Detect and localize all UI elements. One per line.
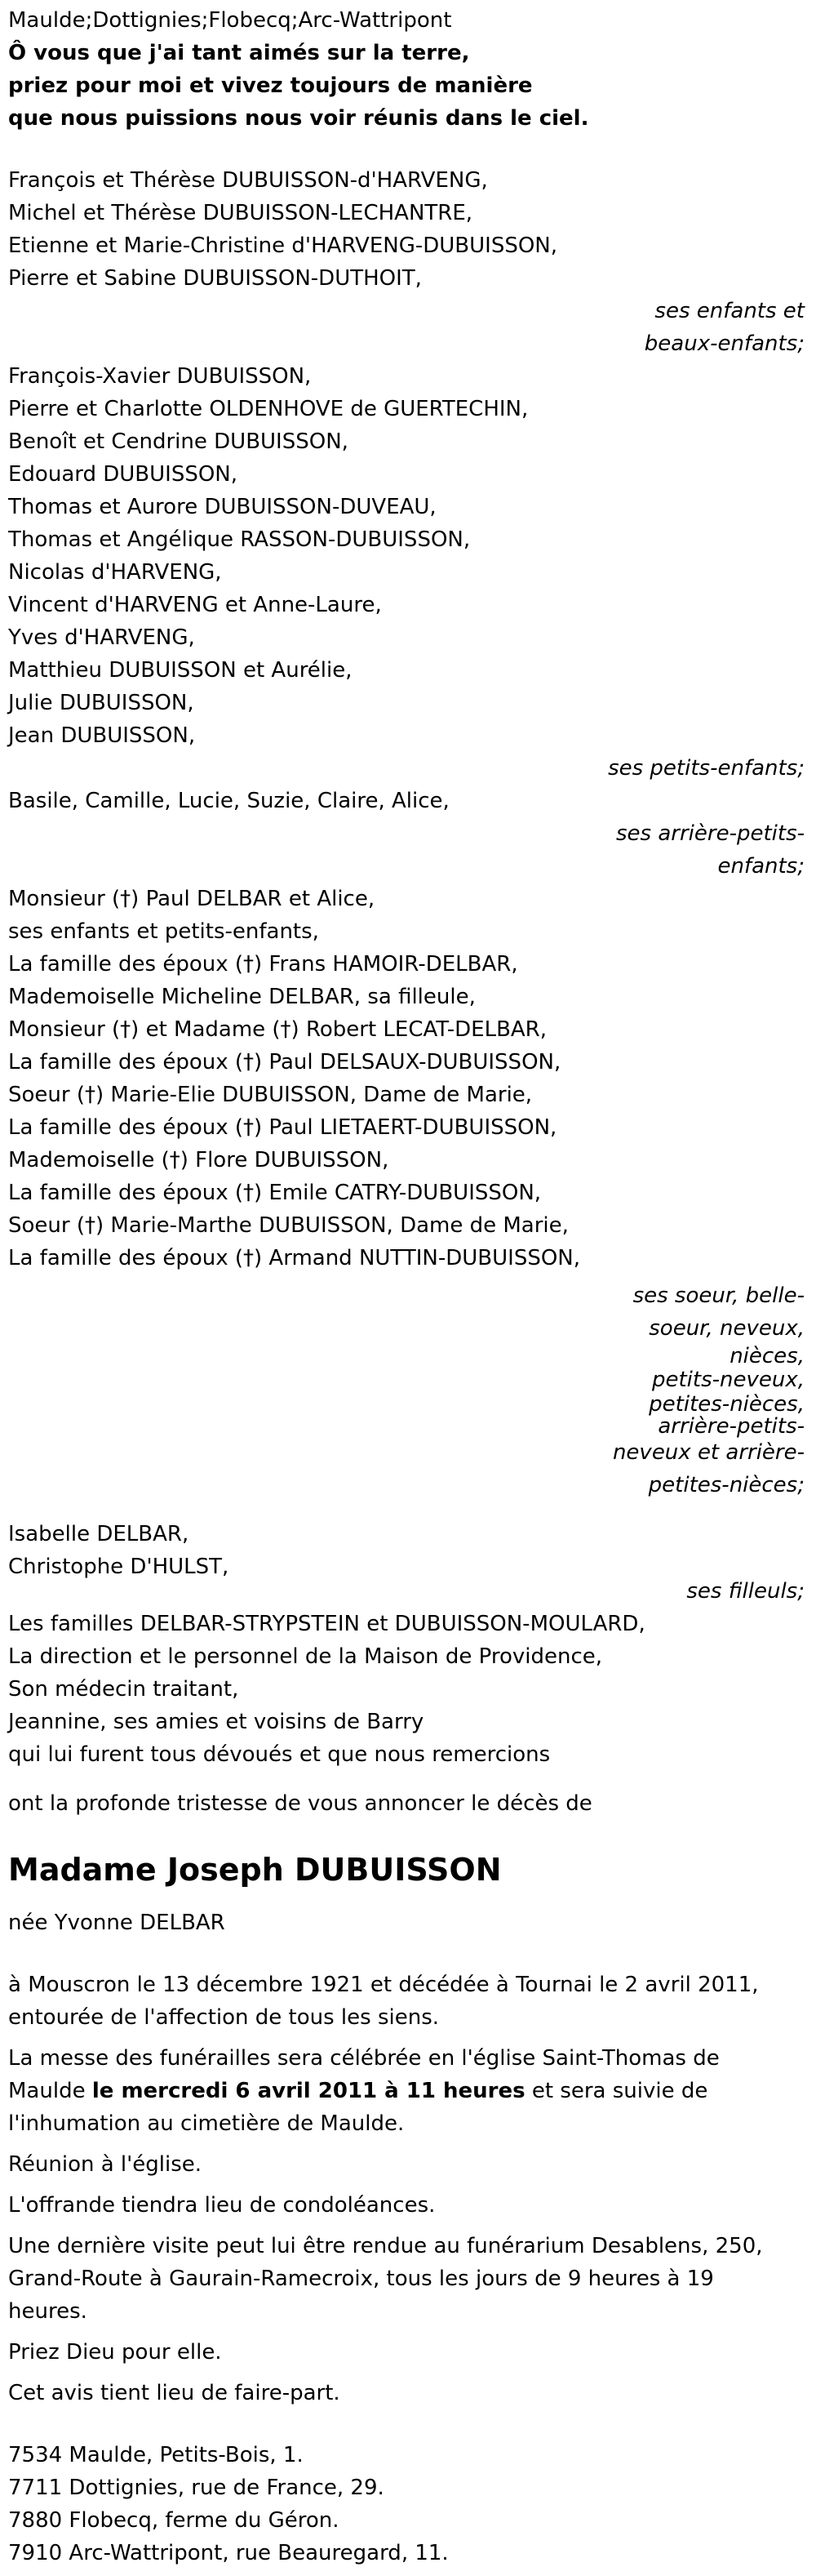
address-line: 7534 Maulde, Petits-Bois, 1. [8,2443,304,2467]
grandchild-name: Vincent d'HARVENG et Anne-Laure, [8,593,382,617]
grandchild-name: Nicolas d'HARVENG, [8,560,222,585]
details-section [8,1969,804,2409]
grandchild-name: Yves d'HARVENG, [8,625,195,650]
other-entry: qui lui furent tous dévoués et que nous remercions [8,1742,551,1767]
grandchildren-label: ses petits-enfants; [608,756,805,781]
mass-line: l'inhumation au cimetière de Maulde. [8,2111,405,2136]
sibling-entry: Mademoiselle (†) Flore DUBUISSON, [8,1148,389,1172]
grandchildren-section [8,360,816,785]
birth-line: à Mouscron le 13 décembre 1921 et décédée à Tournai le 2 avril 2011, [8,1973,759,1997]
mass-line: La messe des funérailles sera célébrée en l'église Saint-Thomas de [8,2046,720,2071]
mass-date: le mercredi 6 avril 2011 à 11 heures [91,2079,526,2103]
other-entry: Son médecin traitant, [8,1677,239,1702]
poem-line-2: priez pour moi et vivez toujours de manière [8,73,533,98]
great-grandchildren-label: ses arrière-petits- enfants; [616,821,805,879]
other-entry: Les familles DELBAR-STRYPSTEIN et DUBUISSON-MOULARD, [8,1612,645,1636]
godchildren-label: ses filleuls; [686,1579,805,1604]
visit-line: heures. [8,2299,87,2324]
locations-header: Maulde;Dottignies;Flobecq;Arc-Wattripont [8,8,452,33]
reunion-text: Réunion à l'église. [8,2152,202,2177]
sibling-entry: Monsieur (†) et Madame (†) Robert LECAT-DELBAR, [8,1017,548,1042]
godchild-name: Isabelle DELBAR, [8,1522,189,1546]
maiden-name: née Yvonne DELBAR [8,1911,225,1935]
deceased-name: Madame Joseph DUBUISSON [8,1852,502,1888]
sibling-entry: Soeur (†) Marie-Marthe DUBUISSON, Dame de Marie, [8,1213,569,1238]
grandchild-name: Thomas et Angélique RASSON-DUBUISSON, [8,527,471,552]
other-entry: Jeannine, ses amies et voisins de Barry [8,1710,424,1734]
grandchild-name: Julie DUBUISSON, [8,691,194,715]
child-name: Pierre et Sabine DUBUISSON-DUTHOIT, [8,266,422,291]
offrande-text: L'offrande tiendra lieu de condoléances. [8,2193,436,2218]
poem-line-3: que nous puissions nous voir réunis dans le ciel. [8,106,589,131]
sibling-entry: Mademoiselle Micheline DELBAR, sa filleule, [8,985,476,1009]
sibling-entry: La famille des époux (†) Armand NUTTIN-DUBUISSON, [8,1246,581,1270]
announcement-text: ont la profonde tristesse de vous annoncer le décès de [8,1791,592,1816]
children-section [8,164,816,360]
notice-text: Cet avis tient lieu de faire-part. [8,2381,340,2405]
child-name: François et Thérèse DUBUISSON-d'HARVENG, [8,168,488,193]
sibling-entry: La famille des époux (†) Paul LIETAERT-DUBUISSON, [8,1115,557,1140]
sibling-entry: La famille des époux (†) Frans HAMOIR-DELBAR, [8,952,518,977]
visit-line: Une dernière visite peut lui être rendue au funérarium Desablens, 250, [8,2234,763,2258]
godchildren-section [8,1518,816,1608]
birth-line: entourée de l'affection de tous les siens. [8,2005,440,2030]
prayer-text: Priez Dieu pour elle. [8,2340,222,2365]
grandchild-name: Thomas et Aurore DUBUISSON-DUVEAU, [8,495,437,519]
poem-line-1: Ô vous que j'ai tant aimés sur la terre, [8,41,470,65]
other-entry: La direction et le personnel de la Maison de Providence, [8,1644,603,1669]
addresses-section [8,2439,816,2569]
address-line: 7711 Dottignies, rue de France, 29. [8,2476,384,2500]
sibling-entry: La famille des époux (†) Paul DELSAUX-DUBUISSON, [8,1050,561,1074]
mass-line: Maulde le mercredi 6 avril 2011 à 11 heures et sera suivie de [8,2079,708,2103]
grandchild-name: Pierre et Charlotte OLDENHOVE de GUERTECHIN, [8,397,529,421]
sibling-entry: La famille des époux (†) Emile CATRY-DUBUISSON, [8,1181,542,1205]
children-label: ses enfants et beaux-enfants; [644,299,805,356]
grandchild-name: Jean DUBUISSON, [8,723,196,748]
grandchild-name: François-Xavier DUBUISSON, [8,364,312,389]
siblings-label: ses soeur, belle- soeur, neveux, nièces, petits-neveux, petites-nièces, arrière-petits- neveux et arrière- petites-nièces; [612,1284,805,1497]
siblings-section [8,883,816,1502]
address-line: 7910 Arc-Wattripont, rue Beauregard, 11. [8,2541,449,2565]
child-name: Michel et Thérèse DUBUISSON-LECHANTRE, [8,201,473,225]
great-grandchildren-names: Basile, Camille, Lucie, Suzie, Claire, Alice, [8,789,450,813]
godchild-name: Christophe D'HULST, [8,1555,229,1579]
others-section [8,1608,816,1771]
grandchild-name: Matthieu DUBUISSON et Aurélie, [8,658,353,683]
address-line: 7880 Flobecq, ferme du Géron. [8,2508,339,2533]
great-grandchildren-section [8,785,816,883]
sibling-entry: ses enfants et petits-enfants, [8,919,319,944]
child-name: Etienne et Marie-Christine d'HARVENG-DUBUISSON, [8,234,558,258]
sibling-entry: Soeur (†) Marie-Elie DUBUISSON, Dame de Marie, [8,1083,533,1107]
grandchild-name: Benoît et Cendrine DUBUISSON, [8,429,348,454]
visit-line: Grand-Route à Gaurain-Ramecroix, tous les jours de 9 heures à 19 [8,2267,714,2291]
grandchild-name: Edouard DUBUISSON, [8,462,238,487]
sibling-entry: Monsieur (†) Paul DELBAR et Alice, [8,887,375,911]
